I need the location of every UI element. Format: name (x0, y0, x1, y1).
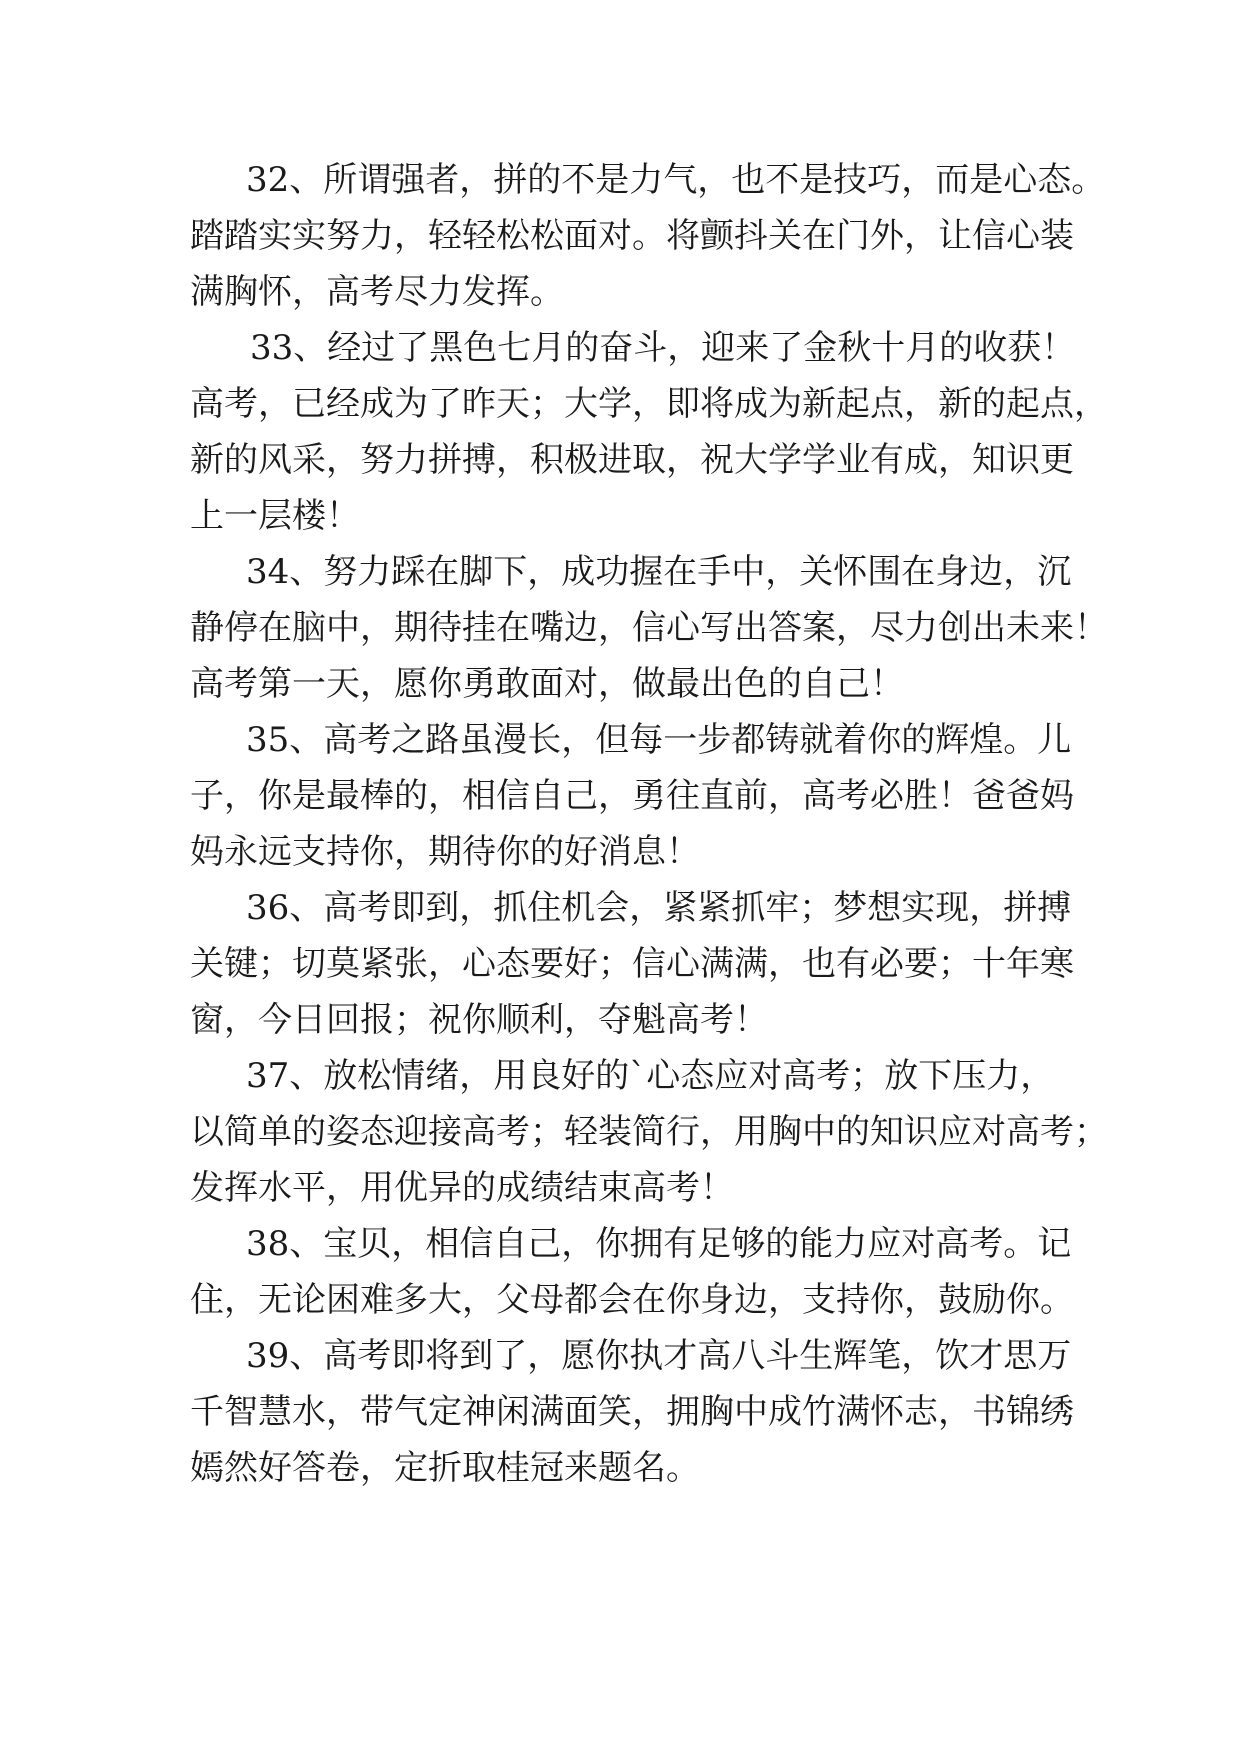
paragraph-35-line-1: 35、高考之路虽漫长，但每一步都铸就着你的辉煌。儿 (246, 720, 1072, 760)
paragraph-36-line-1: 36、高考即到，抓住机会，紧紧抓牢；梦想实现，拼搏 (246, 888, 1072, 928)
paragraph-32-line-1: 32、所谓强者，拼的不是力气，也不是技巧，而是心态。 (246, 160, 1106, 200)
paragraph-32-line-3: 满胸怀，高考尽力发挥。 (190, 272, 564, 312)
paragraph-34-line-1: 34、努力踩在脚下，成功握在手中，关怀围在身边，沉 (246, 552, 1072, 592)
paragraph-39-line-1: 39、高考即将到了，愿你执才高八斗生辉笔，饮才思万 (246, 1336, 1072, 1376)
paragraph-35-line-2: 子，你是最棒的，相信自己，勇往直前，高考必胜！爸爸妈 (190, 776, 1074, 816)
paragraph-39-line-3: 嫣然好答卷，定折取桂冠来题名。 (190, 1448, 700, 1488)
paragraph-33-line-4: 上一层楼！ (190, 496, 360, 536)
paragraph-36-line-2: 关键；切莫紧张，心态要好；信心满满，也有必要；十年寒 (190, 944, 1074, 984)
paragraph-33-line-1: 33、经过了黑色七月的奋斗，迎来了金秋十月的收获！ (250, 328, 1076, 368)
paragraph-32-line-2: 踏踏实实努力，轻轻松松面对。将颤抖关在门外，让信心装 (190, 216, 1074, 256)
paragraph-38-line-1: 38、宝贝，相信自己，你拥有足够的能力应对高考。记 (246, 1224, 1072, 1264)
paragraph-33-line-3: 新的风采，努力拼搏，积极进取，祝大学学业有成，知识更 (190, 440, 1074, 480)
paragraph-37-line-3: 发挥水平，用优异的成绩结束高考！ (190, 1168, 734, 1208)
paragraph-33-line-2: 高考，已经成为了昨天；大学，即将成为新起点，新的起点， (190, 384, 1108, 424)
paragraph-35-line-3: 妈永远支持你，期待你的好消息！ (190, 832, 700, 872)
paragraph-37-line-1: 37、放松情绪，用良好的`心态应对高考；放下压力， (246, 1056, 1055, 1096)
paragraph-37-line-2: 以简单的姿态迎接高考；轻装简行，用胸中的知识应对高考； (190, 1112, 1108, 1152)
paragraph-34-line-2: 静停在脑中，期待挂在嘴边，信心写出答案，尽力创出未来！ (190, 608, 1108, 648)
paragraph-39-line-2: 千智慧水，带气定神闲满面笑，拥胸中成竹满怀志，书锦绣 (190, 1392, 1074, 1432)
paragraph-34-line-3: 高考第一天，愿你勇敢面对，做最出色的自己！ (190, 664, 904, 704)
paragraph-36-line-3: 窗，今日回报；祝你顺利，夺魁高考！ (190, 1000, 768, 1040)
paragraph-38-line-2: 住，无论困难多大，父母都会在你身边，支持你，鼓励你。 (190, 1280, 1074, 1320)
